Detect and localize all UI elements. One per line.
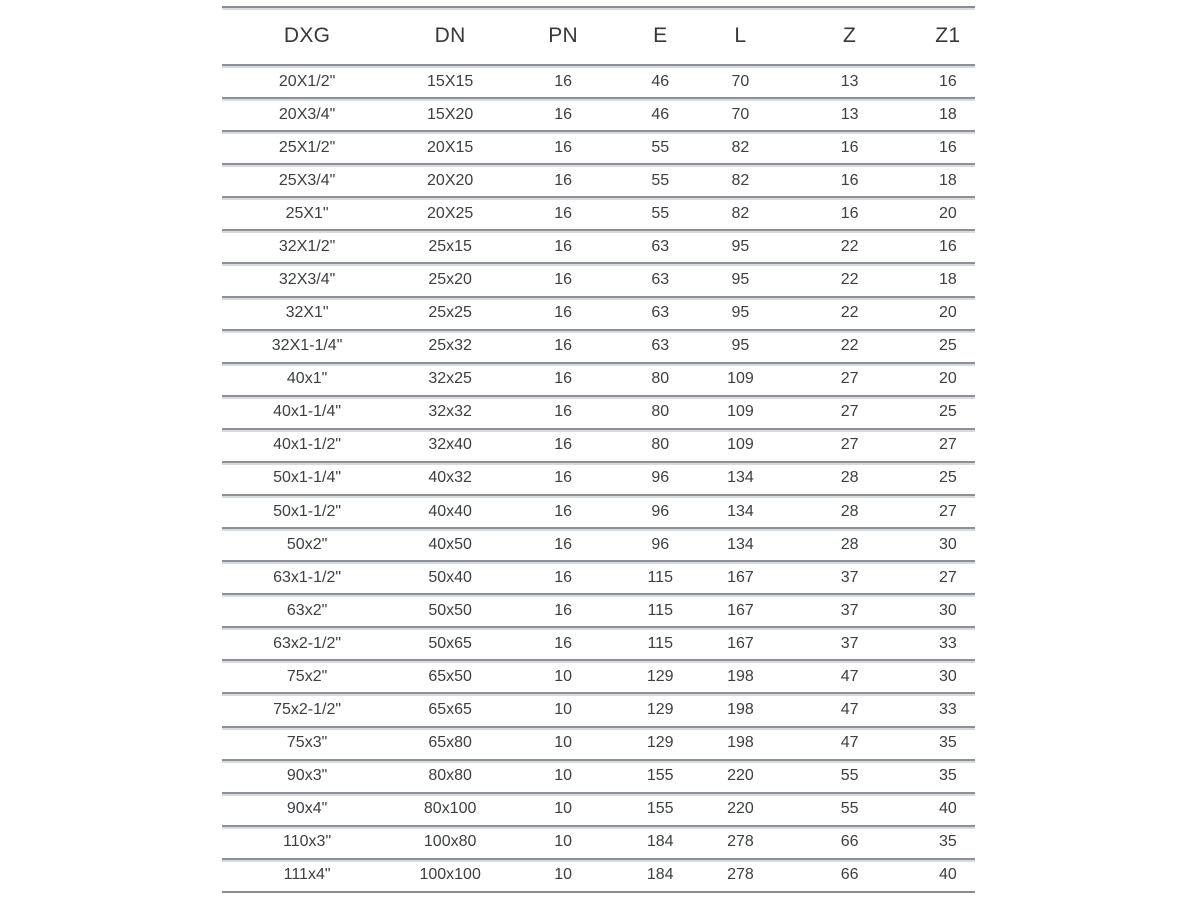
table-row — [222, 759, 975, 792]
column-header: Z — [843, 24, 857, 47]
cell: 63x2-1/2" — [273, 634, 342, 652]
table-row — [222, 494, 975, 527]
table-row — [222, 163, 975, 196]
cell: 27 — [840, 436, 859, 454]
cell: 18 — [938, 171, 957, 189]
table-row — [222, 362, 975, 395]
table-row — [222, 792, 975, 825]
table-row — [222, 196, 975, 229]
cell: 40x1" — [286, 370, 328, 388]
cell: 111x4" — [283, 866, 331, 884]
cell: 25X1" — [285, 204, 329, 222]
cell: 95 — [731, 271, 750, 288]
cell: 22 — [840, 271, 859, 288]
cell: 25x32 — [428, 337, 472, 355]
cell: 37 — [840, 601, 859, 619]
cell: 16 — [840, 138, 859, 156]
cell: 25X3/4" — [278, 171, 336, 189]
cell: 95 — [731, 337, 750, 355]
cell: 63x2" — [286, 601, 328, 619]
cell: 70 — [731, 72, 750, 90]
cell: 80 — [651, 436, 670, 454]
cell: 66 — [840, 833, 859, 851]
cell: 27 — [840, 370, 859, 388]
cell: 27 — [938, 568, 957, 586]
cell: 115 — [647, 568, 673, 586]
cell: 95 — [731, 304, 750, 322]
cell: 10 — [554, 800, 572, 818]
cell: 55 — [840, 800, 859, 818]
cell: 65x65 — [428, 701, 472, 719]
cell: 95 — [731, 237, 750, 255]
cell: 20 — [938, 370, 957, 388]
table-row — [222, 726, 975, 759]
cell: 50x2" — [286, 535, 328, 553]
cell: 47 — [840, 734, 859, 752]
cell: 27 — [938, 502, 957, 520]
cell: 220 — [727, 767, 754, 785]
cell: 115 — [647, 634, 673, 652]
cell: 16 — [554, 171, 572, 189]
table-row — [222, 858, 975, 891]
cell: 32X3/4" — [278, 271, 336, 288]
cell: 25 — [938, 403, 957, 421]
cell: 25x20 — [428, 271, 472, 288]
cell: 16 — [554, 469, 572, 487]
cell: 55 — [651, 204, 670, 222]
cell: 10 — [554, 767, 572, 785]
cell: 63 — [651, 237, 670, 255]
column-header: E — [653, 24, 668, 47]
table-row — [222, 593, 975, 626]
column-header: DN — [434, 24, 466, 47]
table-row — [222, 626, 975, 659]
cell: 25x15 — [428, 237, 472, 255]
table-row — [222, 825, 975, 858]
cell: 28 — [840, 469, 859, 487]
cell: 16 — [554, 138, 572, 156]
cell: 27 — [938, 436, 957, 454]
cell: 33 — [938, 634, 957, 652]
cell: 100x100 — [419, 866, 481, 884]
cell: 40x1-1/2" — [273, 436, 342, 454]
column-header: DXG — [283, 24, 331, 47]
cell: 10 — [554, 667, 572, 685]
cell: 129 — [646, 667, 674, 685]
table-row — [222, 296, 975, 329]
cell: 22 — [840, 337, 859, 355]
cell: 25 — [938, 469, 957, 487]
cell: 80x100 — [423, 800, 477, 818]
cell: 16 — [554, 601, 572, 619]
cell: 80 — [651, 370, 670, 388]
cell: 66 — [840, 866, 859, 884]
cell: 18 — [938, 105, 957, 123]
cell: 220 — [727, 800, 754, 818]
cell: 109 — [727, 403, 754, 421]
cell: 37 — [840, 634, 859, 652]
cell: 30 — [938, 667, 957, 685]
cell: 16 — [840, 204, 859, 222]
cell: 50x65 — [428, 634, 472, 652]
cell: 65x50 — [428, 667, 472, 685]
cell: 16 — [554, 535, 572, 553]
cell: 63x1-1/2" — [273, 568, 342, 586]
cell: 109 — [727, 436, 754, 454]
column-header: PN — [548, 24, 578, 47]
cell: 16 — [938, 237, 957, 255]
cell: 75x3" — [286, 734, 328, 752]
cell: 134 — [727, 469, 754, 487]
cell: 198 — [727, 734, 754, 752]
cell: 35 — [938, 734, 957, 752]
cell: 20X20 — [427, 171, 474, 189]
cell: 46 — [651, 72, 670, 90]
cell: 46 — [651, 105, 670, 123]
cell: 75x2-1/2" — [273, 701, 342, 719]
cell: 55 — [651, 171, 670, 189]
cell: 32x32 — [428, 403, 472, 421]
cell: 33 — [938, 701, 957, 719]
cell: 167 — [727, 601, 754, 619]
cell: 47 — [840, 701, 859, 719]
cell: 134 — [727, 535, 754, 553]
cell: 22 — [840, 304, 859, 322]
cell: 50x50 — [428, 601, 472, 619]
cell: 278 — [727, 866, 754, 884]
cell: 20 — [938, 304, 957, 322]
cell: 15X20 — [427, 105, 474, 123]
cell: 28 — [840, 535, 859, 553]
cell: 16 — [554, 502, 572, 520]
cell: 16 — [554, 271, 572, 288]
cell: 16 — [554, 634, 572, 652]
cell: 40 — [938, 800, 957, 818]
cell: 134 — [727, 502, 754, 520]
cell: 129 — [646, 701, 674, 719]
cell: 63 — [651, 337, 670, 355]
table-body — [222, 64, 975, 891]
cell: 65x80 — [428, 734, 472, 752]
cell: 80x80 — [428, 767, 472, 785]
cell: 40x1-1/4" — [273, 403, 342, 421]
dimension-table — [222, 6, 975, 893]
cell: 16 — [554, 337, 572, 355]
cell: 155 — [646, 800, 674, 818]
cell: 30 — [938, 535, 957, 553]
cell: 25x25 — [428, 304, 472, 322]
cell: 35 — [938, 767, 957, 785]
cell: 40x50 — [428, 535, 472, 553]
cell: 47 — [840, 667, 859, 685]
cell: 90x3" — [286, 767, 328, 785]
cell: 129 — [646, 734, 674, 752]
cell: 96 — [651, 469, 670, 487]
cell: 16 — [554, 403, 572, 421]
cell: 16 — [554, 436, 572, 454]
cell: 50x1-1/2" — [273, 502, 342, 520]
table-row — [222, 64, 975, 97]
table-row — [222, 229, 975, 262]
cell: 184 — [646, 866, 674, 884]
cell: 32X1-1/4" — [271, 337, 343, 355]
column-header: Z1 — [935, 24, 961, 47]
cell: 16 — [554, 304, 572, 322]
cell: 55 — [840, 767, 859, 785]
cell: 20X3/4" — [278, 105, 336, 123]
table-row — [222, 461, 975, 494]
cell: 35 — [938, 833, 957, 851]
cell: 63 — [651, 304, 670, 322]
table-row — [222, 262, 975, 295]
cell: 20X15 — [427, 138, 474, 156]
cell: 32x25 — [428, 370, 472, 388]
cell: 16 — [554, 72, 572, 90]
table-row — [222, 97, 975, 130]
table-header-row — [222, 8, 975, 64]
table-row — [222, 329, 975, 362]
cell: 50x1-1/4" — [273, 469, 342, 487]
cell: 184 — [646, 833, 674, 851]
cell: 16 — [840, 171, 859, 189]
cell: 10 — [554, 734, 572, 752]
cell: 167 — [727, 568, 754, 586]
cell: 63 — [651, 271, 670, 288]
table-row — [222, 692, 975, 725]
table-row — [222, 659, 975, 692]
cell: 13 — [840, 72, 859, 90]
cell: 27 — [840, 403, 859, 421]
cell: 198 — [727, 667, 754, 685]
cell: 10 — [554, 701, 572, 719]
cell: 16 — [554, 370, 572, 388]
cell: 20X1/2" — [278, 72, 336, 90]
cell: 100x80 — [423, 833, 477, 851]
cell: 110x3" — [283, 833, 332, 851]
cell: 32X1/2" — [278, 237, 336, 255]
cell: 37 — [840, 568, 859, 586]
cell: 109 — [727, 370, 754, 388]
cell: 16 — [938, 72, 957, 90]
cell: 75x2" — [286, 667, 328, 685]
cell: 25 — [938, 337, 957, 355]
cell: 278 — [727, 833, 754, 851]
cell: 115 — [647, 601, 673, 619]
cell: 167 — [727, 634, 754, 652]
cell: 82 — [731, 204, 750, 222]
cell: 10 — [554, 833, 572, 851]
table-row — [222, 130, 975, 163]
cell: 28 — [840, 502, 859, 520]
cell: 25X1/2" — [278, 138, 336, 156]
cell: 40x32 — [428, 469, 472, 487]
cell: 155 — [646, 767, 674, 785]
cell: 82 — [731, 138, 750, 156]
cell: 90x4" — [286, 800, 328, 818]
cell: 16 — [554, 568, 572, 586]
cell: 20 — [938, 204, 957, 222]
cell: 32x40 — [428, 436, 472, 454]
cell: 96 — [651, 535, 670, 553]
cell: 30 — [938, 601, 957, 619]
cell: 198 — [727, 701, 754, 719]
table-row — [222, 428, 975, 461]
cell: 80 — [651, 403, 670, 421]
cell: 16 — [554, 204, 572, 222]
cell: 18 — [938, 271, 957, 288]
table-row — [222, 527, 975, 560]
cell: 16 — [554, 105, 572, 123]
cell: 40 — [938, 866, 957, 884]
cell: 50x40 — [428, 568, 472, 586]
cell: 40x40 — [428, 502, 472, 520]
cell: 20X25 — [427, 204, 474, 222]
cell: 16 — [938, 138, 957, 156]
cell: 82 — [731, 171, 750, 189]
cell: 16 — [554, 237, 572, 255]
cell: 15X15 — [427, 72, 474, 90]
table-row — [222, 395, 975, 428]
cell: 22 — [840, 237, 859, 255]
cell: 32X1" — [285, 304, 329, 322]
cell: 70 — [731, 105, 750, 123]
table-row — [222, 560, 975, 593]
cell: 55 — [651, 138, 670, 156]
cell: 13 — [840, 105, 859, 123]
cell: 10 — [554, 866, 572, 884]
column-header: L — [734, 24, 747, 47]
cell: 96 — [651, 502, 670, 520]
